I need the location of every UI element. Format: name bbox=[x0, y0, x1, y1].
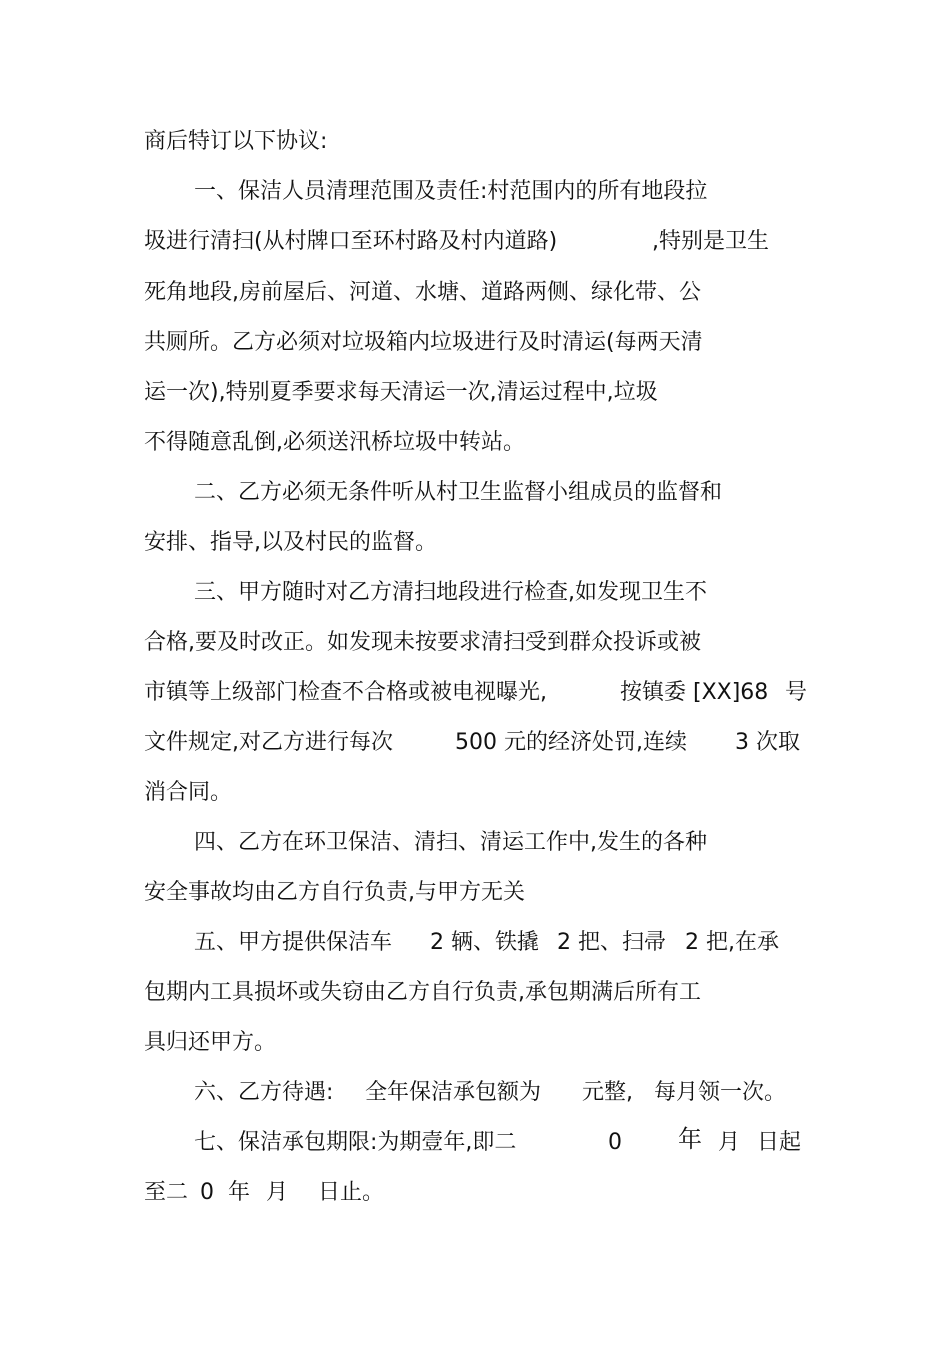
text-segment: 四、乙方在环卫保洁、清扫、清运工作中,发生的各种 bbox=[194, 830, 707, 855]
text-line bbox=[0, 980, 701, 1006]
text-segment: 年 bbox=[228, 1180, 251, 1205]
text-segment: 一、保洁人员清理范围及责任:村范围内的所有地段拉 bbox=[194, 179, 708, 204]
text-line bbox=[0, 530, 437, 556]
text-line bbox=[0, 930, 779, 956]
text-segment: 日起 bbox=[757, 1130, 802, 1155]
text-segment: 共厕所。乙方必须对垃圾箱内垃圾进行及时清运(每两天清 bbox=[144, 330, 703, 355]
text-segment: 3 次取 bbox=[735, 730, 800, 755]
text-segment: 至二 bbox=[144, 1180, 189, 1205]
text-segment: 0 bbox=[608, 1130, 622, 1155]
text-segment: 0 bbox=[200, 1180, 214, 1205]
text-line bbox=[0, 730, 800, 756]
text-line bbox=[0, 179, 708, 205]
text-segment: 二、乙方必须无条件听从村卫生监督小组成员的监督和 bbox=[194, 480, 723, 505]
text-segment: 日止。 bbox=[318, 1180, 385, 1205]
text-segment: 号 bbox=[785, 680, 808, 705]
text-segment: 文件规定,对乙方进行每次 bbox=[144, 730, 393, 755]
text-line bbox=[0, 830, 707, 856]
text-line bbox=[0, 580, 707, 606]
text-line bbox=[0, 780, 233, 806]
text-segment: 每月领一次。 bbox=[654, 1080, 787, 1105]
text-segment: 2 辆、铁撬 bbox=[430, 930, 539, 955]
text-line bbox=[0, 480, 723, 506]
text-segment: 合格,要及时改正。如发现未按要求清扫受到群众投诉或被 bbox=[144, 630, 701, 655]
text-line bbox=[0, 229, 769, 255]
text-segment: 全年保洁承包额为 bbox=[365, 1080, 542, 1105]
text-segment: 2 把、扫帚 bbox=[557, 930, 666, 955]
text-segment: 运一次),特别夏季要求每天清运一次,清运过程中,垃圾 bbox=[144, 380, 658, 405]
text-segment: 月 bbox=[718, 1130, 741, 1155]
text-segment: 包期内工具损坏或失窃由乙方自行负责,承包期满后所有工 bbox=[144, 980, 701, 1005]
text-segment: 商后特订以下协议: bbox=[144, 129, 328, 154]
text-segment: 不得随意乱倒,必须送汛桥垃圾中转站。 bbox=[144, 430, 525, 455]
text-segment: 年 bbox=[678, 1125, 702, 1153]
text-segment: ,特别是卫生 bbox=[652, 229, 769, 254]
text-line bbox=[0, 680, 808, 706]
text-segment: 消合同。 bbox=[144, 780, 233, 805]
text-segment: 六、乙方待遇: bbox=[194, 1080, 334, 1105]
text-line bbox=[0, 1125, 802, 1156]
text-line bbox=[0, 1080, 787, 1106]
text-line bbox=[0, 330, 703, 356]
text-segment: 死角地段,房前屋后、河道、水塘、道路两侧、绿化带、公 bbox=[144, 280, 701, 305]
text-segment: 月 bbox=[266, 1180, 289, 1205]
text-segment: 按镇委 [XX]68 bbox=[620, 680, 769, 705]
text-line bbox=[0, 630, 701, 656]
text-segment: 安排、指导,以及村民的监督。 bbox=[144, 530, 437, 555]
text-line bbox=[0, 430, 525, 456]
text-segment: 圾进行清扫(从村牌口至环村路及村内道路) bbox=[144, 229, 558, 254]
text-segment: 五、甲方提供保洁车 bbox=[194, 930, 393, 955]
text-line bbox=[0, 129, 328, 155]
text-segment: 市镇等上级部门检查不合格或被电视曝光, bbox=[144, 680, 547, 705]
text-line bbox=[0, 280, 701, 306]
text-segment: 元整, bbox=[582, 1080, 633, 1105]
text-line bbox=[0, 1030, 277, 1056]
text-line bbox=[0, 880, 525, 906]
text-segment: 500 元的经济处罚,连续 bbox=[455, 730, 687, 755]
text-line bbox=[0, 1180, 385, 1206]
text-segment: 2 把,在承 bbox=[685, 930, 779, 955]
text-segment: 三、甲方随时对乙方清扫地段进行检查,如发现卫生不 bbox=[194, 580, 707, 605]
text-line bbox=[0, 380, 658, 406]
text-segment: 安全事故均由乙方自行负责,与甲方无关 bbox=[144, 880, 525, 905]
text-segment: 七、保洁承包期限:为期壹年,即二 bbox=[194, 1130, 517, 1155]
text-segment: 具归还甲方。 bbox=[144, 1030, 277, 1055]
